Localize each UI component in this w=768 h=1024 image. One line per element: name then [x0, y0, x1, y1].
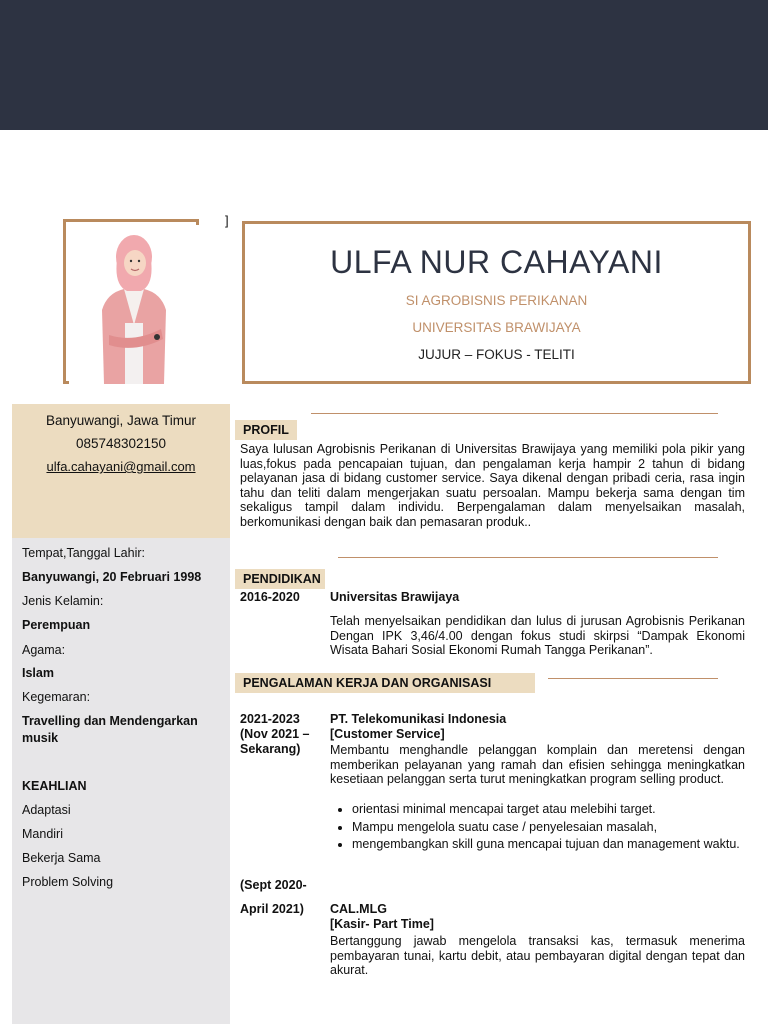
- person-photo-icon: [69, 225, 199, 384]
- motto: JUJUR – FOKUS - TELITI: [418, 347, 575, 362]
- job1-company: PT. Telekomunikasi Indonesia: [330, 712, 507, 726]
- list-item: • mengembangkan skill guna mencapai tujuan dan management waktu.: [352, 837, 745, 852]
- job2-desc: Bertanggung jawab mengelola transaksi kas, termasuk menerima pembayaran tunai, kartu debit, atau pembayaran digital dengan tepat dan akurat.: [330, 934, 745, 977]
- full-name: ULFA NUR CAHAYANI: [330, 244, 663, 280]
- profile-photo: [63, 219, 199, 384]
- skill-item: Mandiri: [22, 827, 63, 841]
- job2-period-1: (Sept 2020-: [240, 878, 307, 892]
- religion-label: Agama:: [22, 643, 66, 657]
- education-title: PENDIDIKAN: [235, 569, 325, 589]
- job2-role: [Kasir- Part Time]: [330, 917, 434, 931]
- experience-title: PENGALAMAN KERJA DAN ORGANISASI: [235, 673, 535, 693]
- job2-period-2: April 2021): [240, 902, 304, 916]
- skill-item: Bekerja Sama: [22, 851, 101, 865]
- contact-phone: 085748302150: [75, 436, 167, 451]
- divider: [338, 557, 718, 558]
- religion-value: Islam: [22, 666, 54, 680]
- job1-bullets: [330, 802, 745, 855]
- job1-desc: Membantu menghandle pelanggan komplain dan meretensi dengan memberikan pelayanan yang ramah dan efisien sehingga meningkatkan kesetiaan pelanggan serta turut meningkatkan program selling product.: [330, 743, 745, 786]
- skill-item: Adaptasi: [22, 803, 71, 817]
- job1-period-1: 2021-2023: [240, 712, 300, 726]
- gender-value: Perempuan: [22, 618, 91, 632]
- job1-role: [Customer Service]: [330, 727, 445, 741]
- contact-panel: [12, 404, 230, 538]
- gender-label: Jenis Kelamin:: [22, 594, 104, 608]
- personal-info-panel: [12, 538, 230, 1024]
- hobby-value-line2: musik: [22, 731, 59, 745]
- job1-period-2: (Nov 2021 –: [240, 727, 310, 741]
- profile-title: PROFIL: [235, 420, 297, 440]
- divider: [311, 413, 718, 414]
- divider: [548, 678, 718, 679]
- job1-period-3: Sekarang): [240, 742, 301, 756]
- header-band: [0, 0, 768, 130]
- education-period: 2016-2020: [240, 590, 300, 604]
- skills-title: KEAHLIAN: [22, 779, 87, 793]
- education-school: Universitas Brawijaya: [330, 590, 460, 604]
- birth-value: Banyuwangi, 20 Februari 1998: [22, 570, 202, 584]
- profile-text: Saya lulusan Agrobisnis Perikanan di Universitas Brawijaya yang memiliki pola pikir yang luas,fokus pada pencapaian tujuan, dan pengalaman kerja hampir 2 tahun di bidang pelayanan jasa di bidang customer service. Saya dikenal dengan pribadi ceria, rasa ingin tahu dan teliti dalam mengerjakan suatu persoalan. Mampu bekerja sama dengan tim sekaligus tampil dalam individu. Berpengalaman dalam menyelsaikan masalah, berkomunikasi dengan baik dan pemasaran produk..: [240, 442, 745, 529]
- name-box: [242, 221, 751, 384]
- skill-item: Problem Solving: [22, 875, 114, 889]
- degree: SI AGROBISNIS PERIKANAN: [405, 293, 588, 308]
- contact-city: Banyuwangi, Jawa Timur: [45, 413, 197, 428]
- university: UNIVERSITAS BRAWIJAYA: [412, 320, 581, 335]
- contact-email-link[interactable]: ulfa.cahayani@gmail.com: [46, 459, 196, 474]
- list-item: • orientasi minimal mencapai target atau melebihi target.: [352, 802, 745, 817]
- hobby-value-line1: Travelling dan Mendengarkan: [22, 714, 198, 728]
- hobby-label: Kegemaran:: [22, 690, 91, 704]
- stray-bracket: ]: [225, 213, 229, 228]
- list-item: • Mampu mengelola suatu case / penyelesaian masalah,: [352, 820, 745, 835]
- birth-label: Tempat,Tanggal Lahir:: [22, 546, 145, 560]
- education-desc: Telah menyelsaikan pendidikan dan lulus di jurusan Agrobisnis Perikanan Dengan IPK 3,46/4.00 dengan fokus studi skirpsi “Dampak Ekonomi Wisata Bahari Sosial Ekonomi Rumah Tangga Perikanan”.: [330, 614, 745, 657]
- job2-company: CAL.MLG: [330, 902, 387, 916]
